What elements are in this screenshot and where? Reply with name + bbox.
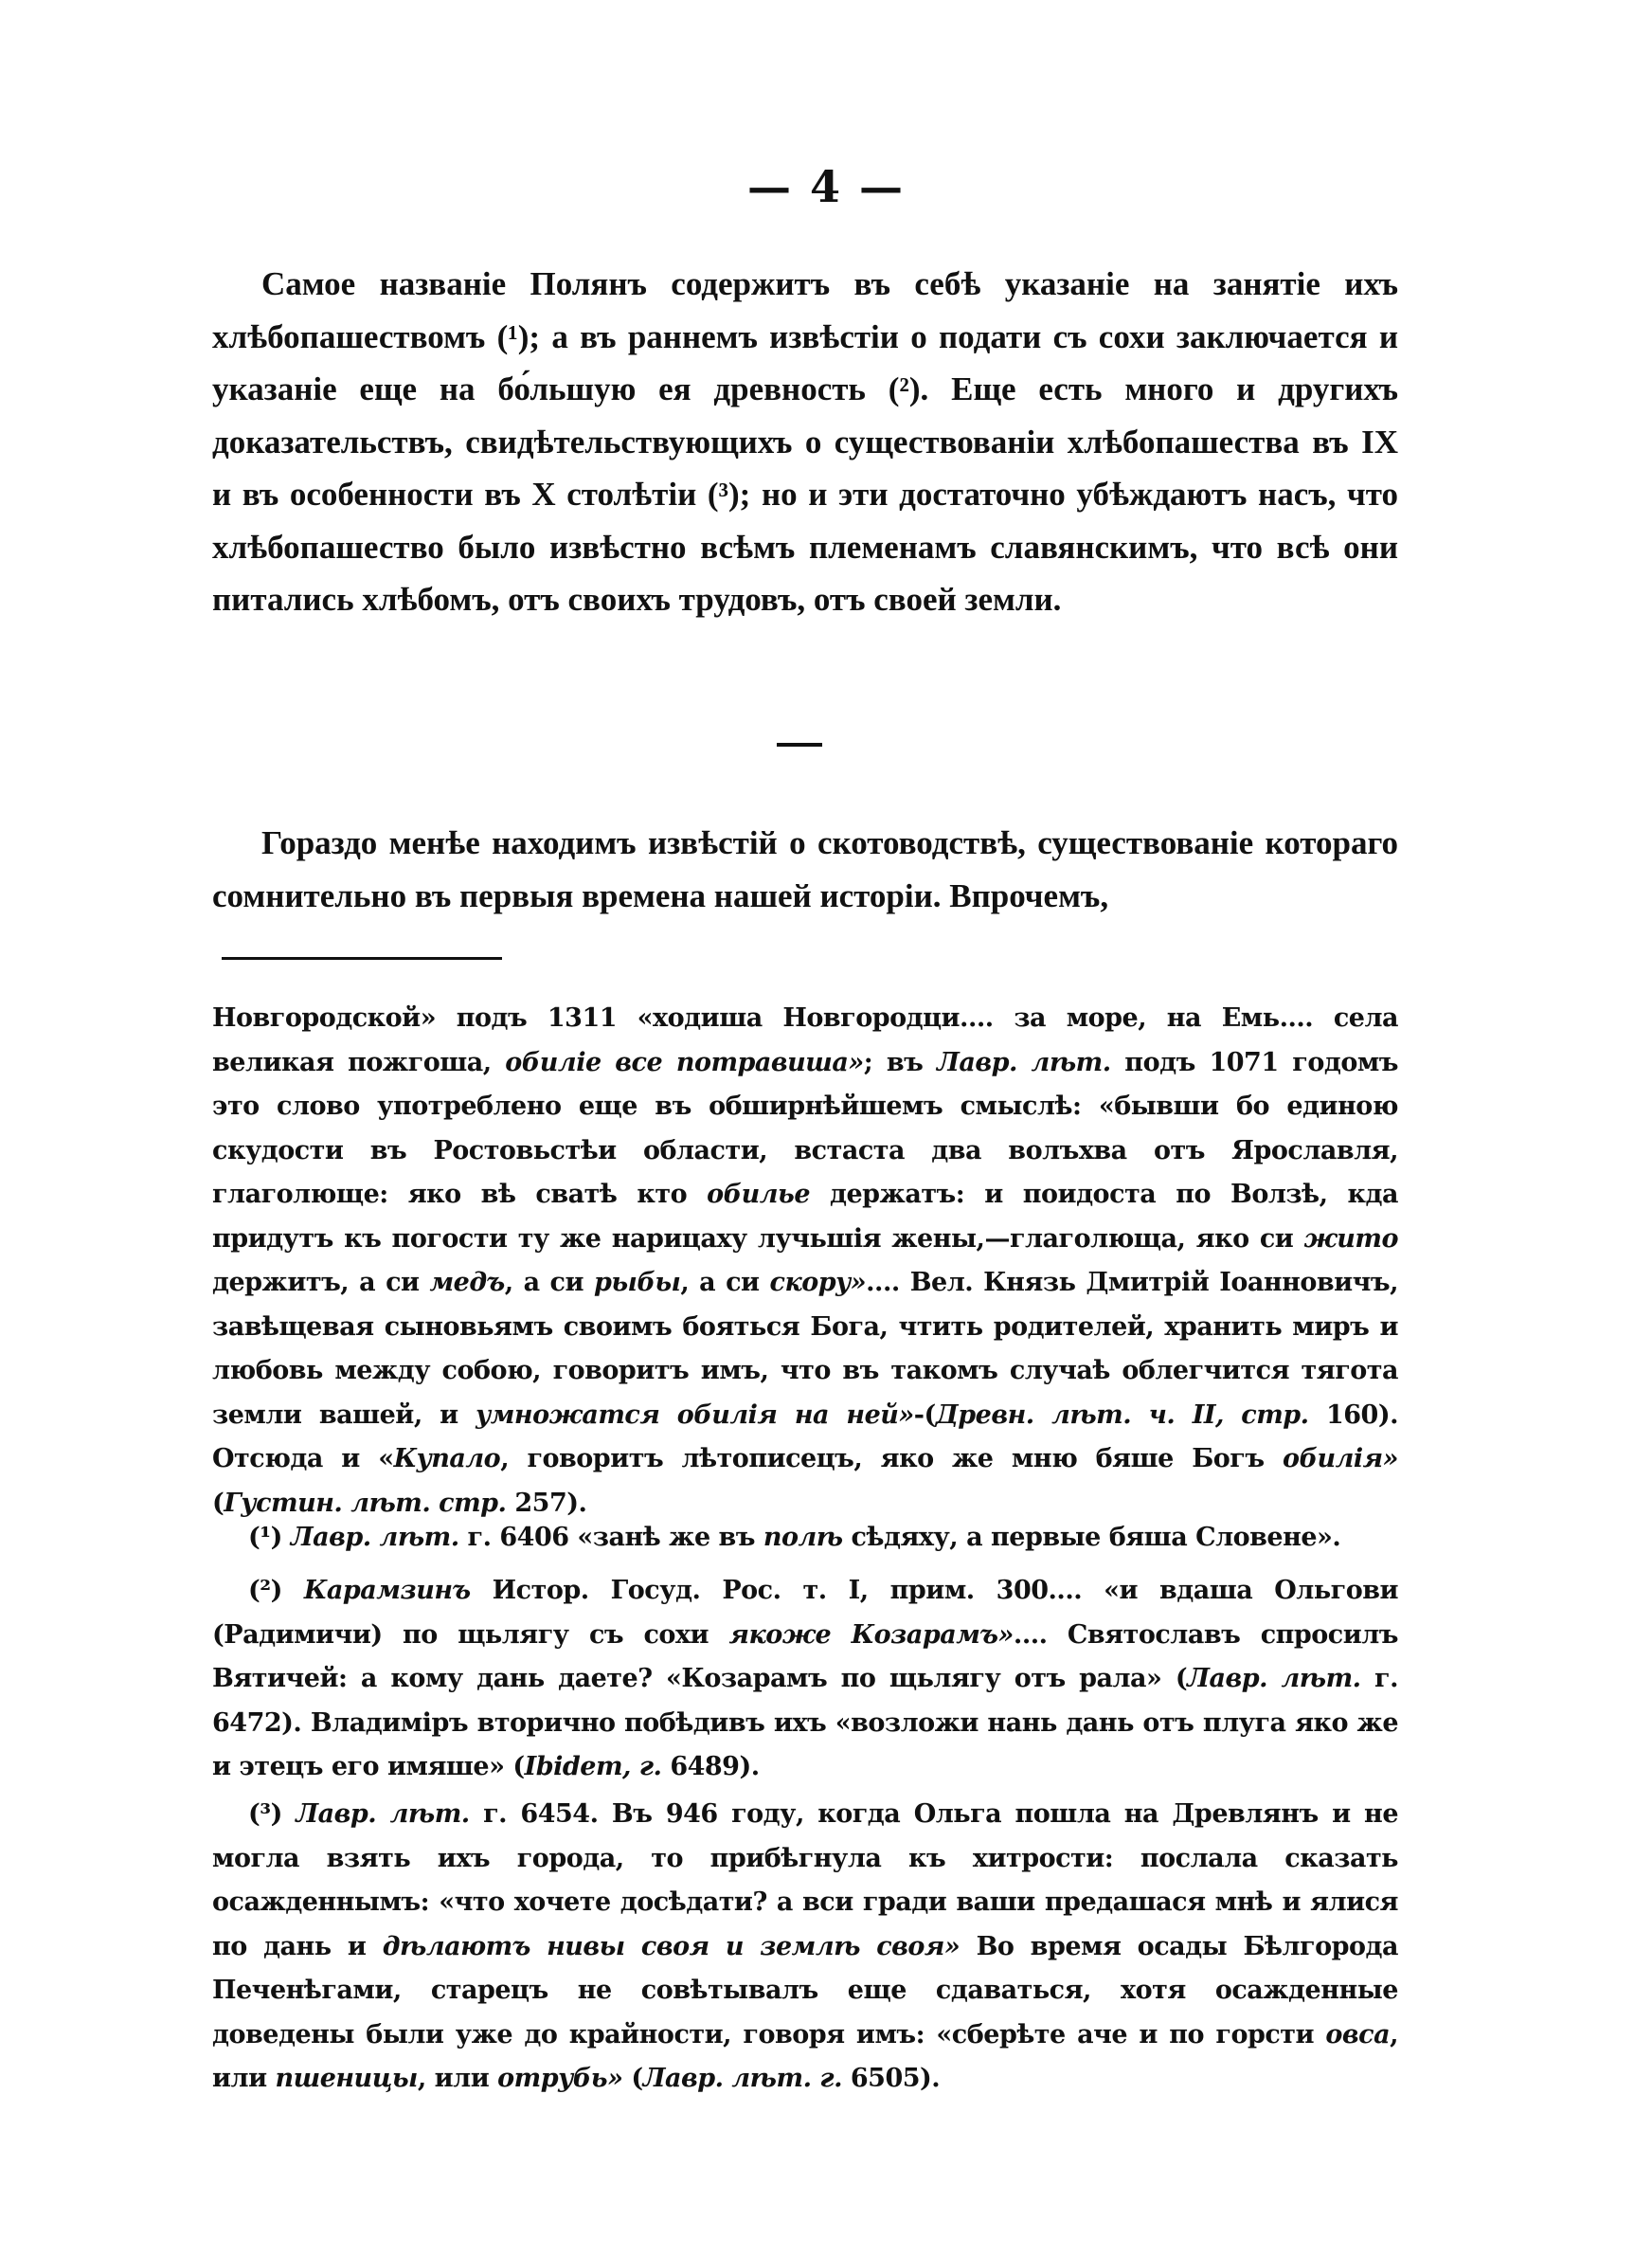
text-run: Истор. Госуд. Рос. т. I, прим. 300.... «и вдаша Ольгови (Радимичи) по щьлягу съ сохи (212, 1576, 1398, 1650)
text-run: г. 6406 «занѣ же въ (458, 1523, 763, 1552)
text-run: .... Святославъ спросилъ Вятичей: а кому дань даете? «Козарамъ по щьлягу отъ рала» ( (212, 1619, 1398, 1693)
text-run: (¹) (248, 1523, 291, 1552)
text-run: .... Вел. Князь Дмитрій Іоанновичъ, завѣщевая сыновьямъ своимъ бояться Бога, чтить родителей, хранить миръ и любовь между собою, говоритъ имъ, что въ такомъ случаѣ облегчится тягота земли вашей, и (212, 1268, 1399, 1430)
footnote-text (212, 997, 1398, 1526)
text-run: (³) (248, 1799, 296, 1829)
paragraph-text: Самое названіе Полянъ содержитъ въ себѣ указаніе на занятіе ихъ хлѣбопашествомъ (¹); а въ раннемъ извѣстіи о подати съ сохи заключается и указаніе еще на бо́льшую ея древность (²). Еще есть много и другихъ доказательствъ, свидѣтельствующихъ о существованіи хлѣбопашества въ IX и въ особенности въ X столѣтіи (³); но и эти достаточно убѣждаютъ насъ, что хлѣбопашество было извѣстно всѣмъ племенамъ славянскимъ, что всѣ они питались хлѣбомъ, отъ своихъ трудовъ, отъ своей земли. (212, 265, 1398, 618)
italic-run: Лавр. лѣт. (296, 1799, 470, 1829)
main-paragraph-2 (212, 817, 1398, 922)
footnote-text (212, 1793, 1398, 2102)
text-run: , говоритъ лѣтописецъ, яко же мню бяше Богъ (500, 1444, 1283, 1473)
text-run: , или (212, 2019, 1398, 2093)
footnote-divider (222, 957, 502, 960)
italic-run: отрубь» (497, 2064, 623, 2093)
page-number: — 4 — (746, 161, 906, 212)
italic-run: Густин. лѣт. стр. (224, 1488, 507, 1518)
footnote-1 (212, 1516, 1398, 1561)
text-run: 6505). (841, 2064, 941, 2093)
italic-run: Лавр. лѣт. (1187, 1664, 1361, 1693)
italic-run: Лавр. лѣт. (290, 1523, 459, 1552)
footnote-text (212, 1516, 1398, 1561)
paragraph-text: Гораздо менѣе находимъ извѣстій о скотоводствѣ, существованіе котораго сомнительно въ первыя времена нашей исторіи. Впрочемъ, (212, 824, 1398, 914)
text-run: ( (622, 2064, 643, 2093)
footnote-text (212, 1569, 1398, 1790)
text-run: Во время осады Бѣлгорода Печенѣгами, старецъ не совѣтывалъ еще сдаваться, хотя осажденные доведены были уже до крайности, говоря имъ: «сберѣте аче и по горсти (212, 1931, 1398, 2049)
italic-run: Лавр. лѣт. (937, 1047, 1111, 1077)
text-run: , а си (680, 1268, 770, 1297)
text-run: 257). (506, 1488, 587, 1518)
footnote-2 (212, 1569, 1398, 1790)
italic-run: умножатся обилія на ней» (476, 1399, 914, 1430)
italic-run: скору» (769, 1268, 867, 1297)
italic-run: Карамзинъ (303, 1576, 471, 1605)
footnote-3 (212, 1793, 1398, 2102)
italic-run: Лавр. лѣт. г. (642, 2064, 842, 2093)
text-run: ( (212, 1488, 224, 1518)
text-run: 160). Отсюда и « (212, 1399, 1399, 1473)
text-run: 6489). (661, 1752, 760, 1781)
text-run: , или (417, 2064, 498, 2093)
text-run: ; въ (863, 1047, 937, 1077)
italic-run: Купало (393, 1444, 501, 1473)
italic-run: рыбы (593, 1268, 681, 1297)
italic-run: медъ (429, 1268, 505, 1297)
section-separator (777, 743, 822, 747)
italic-run: жито (1303, 1223, 1398, 1254)
italic-run: дѣлаютъ нивы своя и землѣ своя» (382, 1931, 961, 1961)
text-run: г. 6454. Въ 946 году, когда Ольга пошла на Древлянъ и не могла взять ихъ города, то прибѣгнула къ хитрости: послала сказать осажденнымъ: «что хочете досѣдати? а вси гради ваши предашася мнѣ и ялися по дань и (212, 1799, 1398, 1961)
italic-run: обилье (707, 1180, 810, 1209)
text-run: (²) (248, 1576, 304, 1605)
italic-run: овса (1325, 2019, 1391, 2049)
text-run: Новгородской» подъ 1311 «ходиша Новгородци.... за море, на Емь.... села великая пожгоша, (212, 1003, 1398, 1077)
text-run: г. 6472). Владиміръ вторично побѣдивъ ихъ «возложи нань дань отъ плуга яко же и этецъ его имяше» ( (212, 1664, 1398, 1781)
text-run: держитъ, а си (212, 1268, 430, 1297)
main-paragraph-1 (212, 258, 1398, 626)
italic-run: Ibidem, г. (524, 1752, 662, 1781)
italic-run: обиліе все потравиша» (505, 1047, 864, 1077)
italic-run: якоже Козарамъ» (728, 1619, 1014, 1650)
text-run: -( (913, 1399, 936, 1430)
italic-run: полѣ (763, 1523, 843, 1552)
italic-run: пшеницы (275, 2064, 418, 2093)
text-run: подъ 1071 годомъ это слово употреблено еще въ обширнѣйшемъ смыслѣ: «бывши бо единою скудости въ Ростовьстѣи области, встаста два волъхва отъ Ярославля, глаголюще: яко вѣ сватѣ кто (212, 1047, 1398, 1209)
italic-run: Древн. лѣт. ч. II, стр. (935, 1399, 1309, 1430)
footnote-continuation (212, 997, 1398, 1526)
text-run: , а си (504, 1268, 594, 1297)
text-run: сѣдяху, а первые бяша Словене». (842, 1523, 1341, 1552)
italic-run: обилія» (1282, 1444, 1398, 1473)
text-run: держатъ: и поидоста по Волзѣ, кда придутъ къ погости ту же нарицаху лучьшія жены,—глаголюща, яко си (212, 1180, 1398, 1254)
